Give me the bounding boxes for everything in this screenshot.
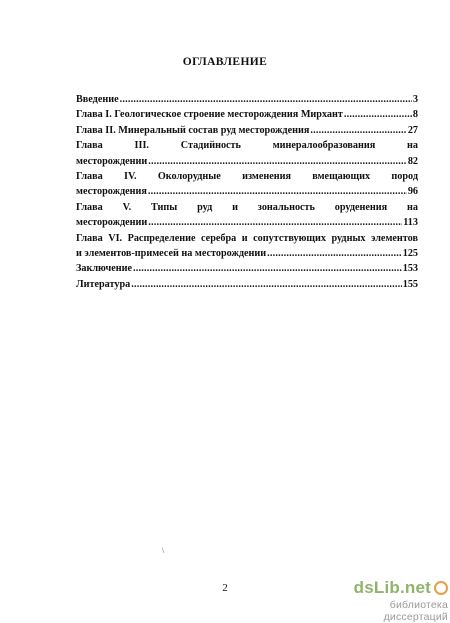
toc-leader-dots bbox=[310, 123, 406, 138]
toc-entry-chapter-4-line-2 bbox=[76, 184, 418, 199]
toc-entry-introduction bbox=[76, 92, 418, 107]
toc-entry-label: и элементов-примесей на месторождении bbox=[76, 247, 267, 259]
watermark-brand-row bbox=[326, 578, 448, 598]
toc-entry-references bbox=[76, 277, 418, 292]
toc-entry-page: 27 bbox=[407, 124, 418, 136]
toc-entry-chapter-3-line-1: Глава III. Стадийность минералообразования на bbox=[76, 140, 418, 152]
page-number: 2 bbox=[222, 582, 228, 594]
toc-entry-label: месторождении bbox=[76, 217, 148, 229]
toc-leader-dots bbox=[133, 261, 402, 276]
toc-entry-chapter-6-line-2 bbox=[76, 246, 418, 261]
scan-speck: \ bbox=[162, 546, 165, 555]
page-title: ОГЛАВЛЕНИЕ bbox=[182, 56, 268, 68]
toc-leader-dots bbox=[148, 215, 402, 230]
toc-leader-dots bbox=[148, 184, 407, 199]
toc-entry-page: 82 bbox=[407, 155, 418, 167]
toc-entry-page: 155 bbox=[402, 278, 418, 290]
toc-entry-page: 125 bbox=[402, 247, 418, 259]
toc-entry-conclusion bbox=[76, 261, 418, 276]
watermark-subtitle: библиотека диссертаций bbox=[383, 599, 448, 623]
watermark-brand: dsLib.net bbox=[353, 578, 431, 597]
toc-entry-chapter-1 bbox=[76, 107, 418, 122]
toc-entry-page: 113 bbox=[403, 217, 418, 229]
toc-entry-label: месторождения bbox=[76, 186, 147, 198]
toc-entry-chapter-5-line-1: Глава V. Типы руд и зональность оруденения на bbox=[76, 201, 418, 213]
toc-leader-dots bbox=[344, 107, 412, 122]
toc-entry-chapter-6-line-1: Глава VI. Распределение серебра и сопутствующих рудных элементов bbox=[76, 232, 418, 244]
toc-leader-dots bbox=[120, 92, 412, 107]
toc-leader-dots bbox=[267, 246, 402, 261]
toc-leader-dots bbox=[148, 154, 407, 169]
toc-entry-page: 96 bbox=[407, 186, 418, 198]
table-of-contents bbox=[76, 92, 418, 292]
toc-entry-label: Глава I. Геологическое строение месторождения Мирхант bbox=[76, 109, 343, 121]
dslib-logo-icon bbox=[434, 581, 448, 595]
toc-entry-label: Глава II. Минеральный состав руд месторождения bbox=[76, 124, 310, 136]
toc-entry-page: 3 bbox=[412, 94, 418, 105]
toc-entry-page: 153 bbox=[402, 263, 418, 275]
toc-entry-chapter-2 bbox=[76, 123, 418, 138]
toc-entry-chapter-5-line-2 bbox=[76, 215, 418, 230]
toc-entry-label: Введение bbox=[76, 94, 119, 105]
toc-leader-dots bbox=[131, 277, 402, 292]
toc-entry-chapter-4-line-1: Глава IV. Околорудные изменения вмещающих пород bbox=[76, 170, 418, 182]
toc-entry-page: 8 bbox=[412, 109, 418, 121]
toc-entry-label: месторождении bbox=[76, 155, 148, 167]
toc-entry-label: Литература bbox=[76, 278, 131, 290]
watermark bbox=[326, 578, 448, 623]
toc-entry-label: Заключение bbox=[76, 263, 132, 275]
toc-entry-chapter-3-line-2 bbox=[76, 154, 418, 169]
